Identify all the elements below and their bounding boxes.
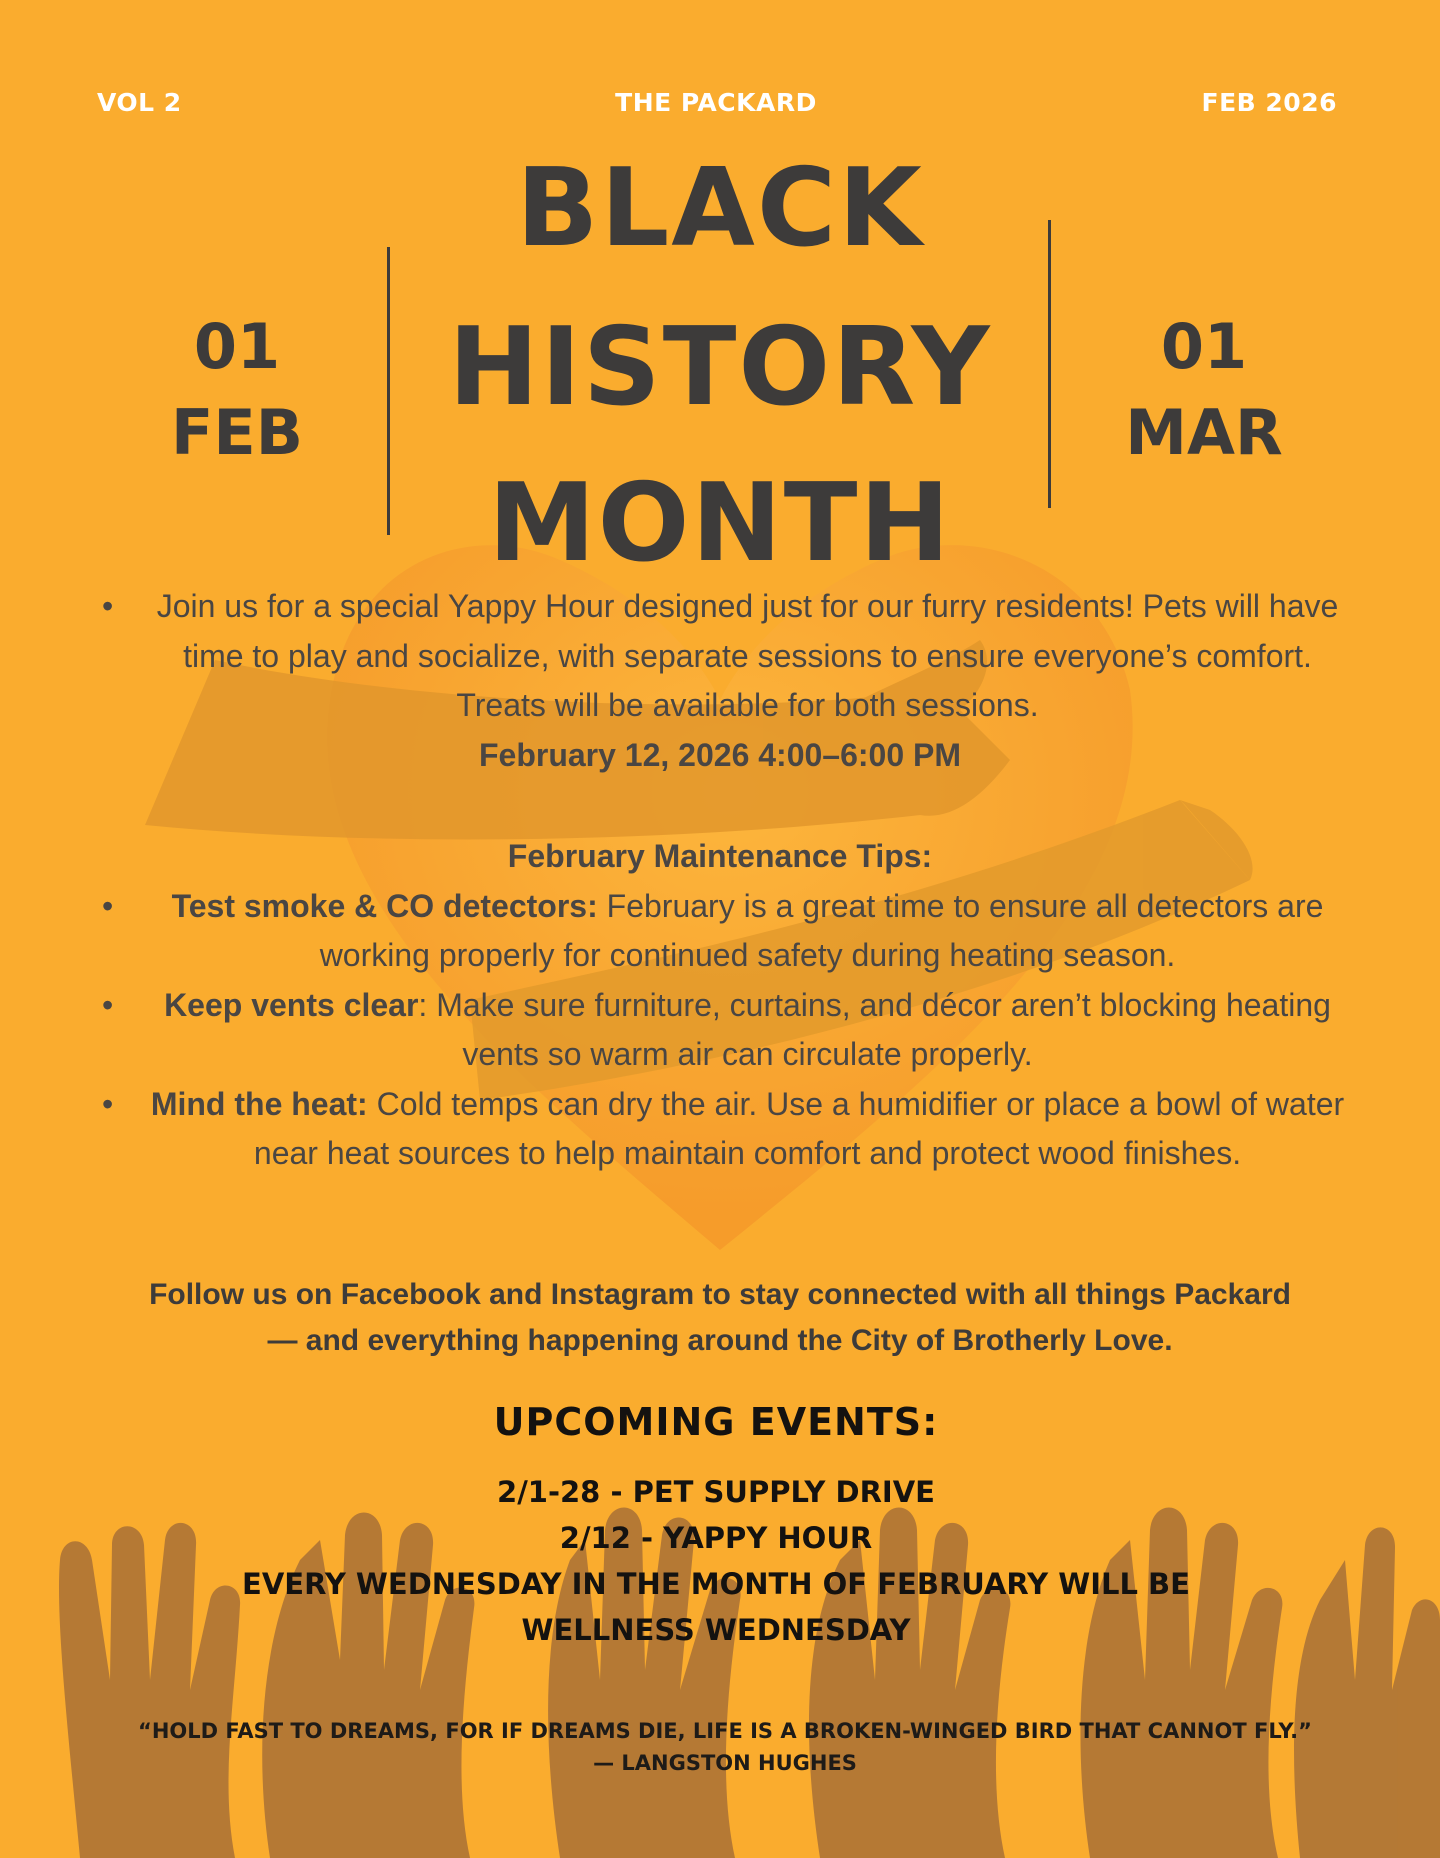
bullet-icon: • (102, 588, 114, 624)
end-day: 01 (1160, 310, 1248, 383)
list-item (90, 882, 1350, 981)
event-item: WELLNESS WEDNESDAY (521, 1613, 911, 1647)
quote-block (0, 1715, 1440, 1779)
maintenance-section (90, 832, 1350, 1179)
end-date (1074, 310, 1334, 469)
tip-label: Keep vents clear (164, 986, 419, 1023)
social-line-2: — and everything happening around the City of Brotherly Love. (267, 1324, 1173, 1357)
start-date (107, 310, 367, 469)
yappy-hour-datetime: February 12, 2026 4:00–6:00 PM (478, 736, 962, 773)
quote-text: “HOLD FAST TO DREAMS, FOR IF DREAMS DIE, LIFE IS A BROKEN-WINGED BIRD THAT CANNOT FLY.” (138, 1719, 1312, 1743)
social-follow-text (60, 1272, 1380, 1364)
divider-right (1048, 220, 1051, 508)
list-item (90, 981, 1350, 1080)
tip-label: Test smoke & CO detectors: (171, 887, 598, 924)
start-day: 01 (193, 310, 281, 383)
list-item (90, 582, 1350, 731)
tip-text: February is a great time to ensure all detectors are working properly for continued safety during heating season. (319, 887, 1324, 973)
maintenance-heading: February Maintenance Tips: (507, 838, 933, 874)
event-item: 2/1-28 - PET SUPPLY DRIVE (497, 1475, 935, 1509)
quote-attribution: — LANGSTON HUGHES (593, 1751, 857, 1775)
bullet-icon: • (102, 1085, 114, 1122)
event-item: 2/12 - YAPPY HOUR (559, 1521, 873, 1555)
issue-date: FEB 2026 (1201, 88, 1337, 117)
events-list (0, 1469, 1432, 1653)
yappy-hour-description: Join us for a special Yappy Hour designed just for our furry residents! Pets will have time to play and socialize, with separate sessions to ensure everyone’s comfort. Treats will be available for both sessions. (156, 588, 1339, 723)
tip-text: Cold temps can dry the air. Use a humidifier or place a bowl of water near heat sources to help maintain comfort and protect wood finishes. (253, 1085, 1345, 1171)
title-line-3: MONTH (488, 461, 952, 586)
title-line-2: HISTORY (448, 305, 992, 430)
volume-label: VOL 2 (97, 88, 182, 117)
bullet-icon: • (102, 986, 114, 1023)
tip-label: Mind the heat: (150, 1085, 368, 1122)
list-item (90, 1080, 1350, 1179)
title-line-1: BLACK (516, 146, 924, 271)
yappy-hour-section (90, 582, 1350, 780)
publication-name: THE PACKARD (615, 88, 817, 117)
end-month: MAR (1125, 396, 1283, 469)
social-line-1: Follow us on Facebook and Instagram to stay connected with all things Packard (149, 1278, 1291, 1311)
start-month: FEB (171, 396, 303, 469)
event-item: EVERY WEDNESDAY IN THE MONTH OF FEBRUARY WILL BE (242, 1567, 1190, 1601)
events-heading: UPCOMING EVENTS: (493, 1400, 939, 1444)
bullet-icon: • (102, 887, 114, 924)
tip-text: : Make sure furniture, curtains, and décor aren’t blocking heating vents so warm air can circulate properly. (418, 986, 1331, 1072)
